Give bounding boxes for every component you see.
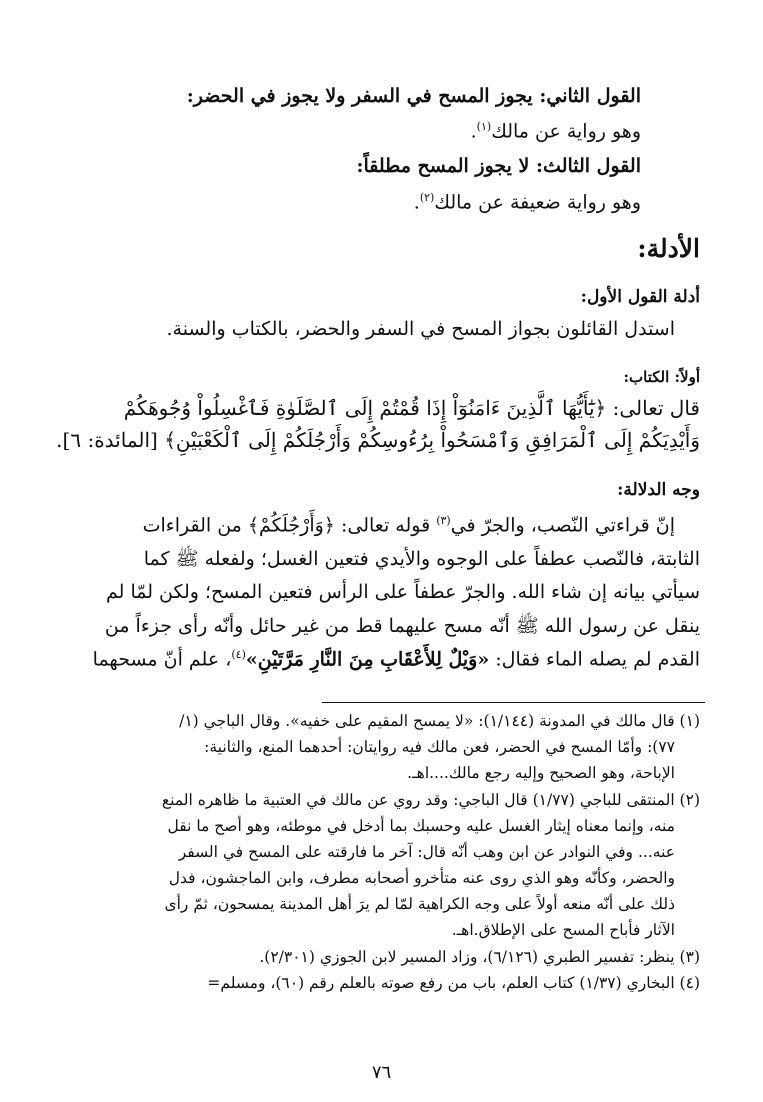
opinion-three-text: لا يجوز المسح مطلقاً: [356,155,530,177]
narration-text: وهو رواية عن مالك [491,120,641,143]
footnote-2-line-5: ذلك على أنّه منعه أولاً على وجه الكراهية لمّا لم يرَ أهل المدينة يمسحون، ثمّ رأى [164,895,675,913]
text-line-1 [0,85,641,107]
hadith-quote: «وَيْلٌ لِلأَعْقَابِ مِنَ النَّارِ مَرَّتَيْنِ» [245,648,490,671]
subheading-point-of-evidence: وجه الدلالة: [617,480,700,500]
text-line-9: ينقل عن رسول الله ﷺ أنّه مسح عليهما قط من غير حائل وأنّه رأى جزءاً من [104,615,700,637]
text-line-7: الثابتة، فالنّصب عطفاً على الوجوه والأيدي فتعين الغسل؛ ولفعله ﷺ كما [143,548,700,570]
footnote-1-line-3: الإباحة، وهو الصحيح وإليه رجع مالك....اهـ. [407,764,675,782]
text-line-2: وهو رواية عن مالك$^{(١)}$. [470,120,641,143]
footnote-2-line-2: منه، وإنما معناه إيثار الغسل عليه وحسبك بما أدخل في موطئه، وهو أصح ما نقل [167,817,675,835]
footnote-1-line-1: (١) قال مالك في المدونة (١/١٤٤): «لا يمسح المقيم على خفيه». وقال الباجي (١/ [179,712,700,730]
section-heading-evidence: الأدلة: [637,234,700,263]
footnote-3: (٣) ينظر: تفسير الطبري (٦/١٢٦)، وزاد المسير لابن الجوزي (٢/٣٠١). [259,948,700,966]
footnote-2-line-1: (٢) المنتقى للباجي (١/٧٧) قال الباجي: وقد روي عن مالك في العتبية ما ظاهره المنع [161,791,700,809]
footnote-ref-1[interactable]: (١) [476,120,492,133]
weak-narration-text: وهو رواية ضعيفة عن مالك [434,191,641,214]
footnote-2-line-3: عنه... وفي النوادر عن ابن وهب أنّه قال: آخر ما فارقته على المسح في السفر [178,843,675,861]
quran-verse-line-1: قال تعالى: ﴿يَٰٓأَيُّهَا ٱلَّذِينَ ءَامَنُوٓاْ إِذَا قُمْتُمْ إِلَى ٱلصَّلَوٰةِ فَٱغْسِلُواْ وُجُوهَكُمْ [123,396,700,420]
opinion-two-text: يجوز المسح في السفر ولا يجوز في الحضر: [186,85,533,107]
text-line-4: وهو رواية ضعيفة عن مالك$^{(٢)}$. [413,191,641,214]
opinion-three-label: القول الثالث: [529,155,641,177]
footnote-ref-3[interactable]: (٣) [436,514,451,527]
footnote-ref-4[interactable]: (٤) [231,648,246,661]
quran-verse-line-2: وَأَيْدِيَكُمْ إِلَى ٱلْمَرَافِقِ وَٱمْسَحُواْ بِرُءُوسِكُمْ وَأَرْجُلَكُمْ إِلَى ٱلْكَعْبَيْنِ﴾ [المائدة: ٦]. [56,428,700,452]
text-line-6: إنّ قراءتي النّصب، والجرّ في$^{(٣)}$ قوله تعالى: ﴿وَأَرْجُلَكُمْ﴾ من القراءات [142,514,675,537]
text-line-8: سيأتي بيانه إن شاء الله. والجرّ عطفاً على الرأس فتعين المسح؛ ولكن لمّا لم [105,581,700,603]
subheading-book: أولاً: الكتاب: [623,368,700,386]
footnote-separator [322,702,705,703]
footnote-2-line-4: والحضر، وكأنّه وهو الذي روى عنه متأخرو أصحابه مطرف، وابن الماجشون، فدل [168,869,675,887]
subheading-first-opinion-evidence: أدلة القول الأول: [580,287,700,307]
text-line-10: القدم لم يصله الماء فقال: «وَيْلٌ لِلأَعْقَابِ مِنَ النَّارِ مَرَّتَيْنِ»$^{(٤)}$، علم أنّ مسحهما [92,648,700,671]
text-line-3 [0,155,641,177]
text-line-5: استدل القائلون بجواز المسح في السفر والحضر، بالكتاب والسنة. [166,318,675,340]
footnote-1-line-2: ٧٧): وأمّا المسح في الحضر، فعن مالك فيه روايتان: أحدهما المنع، والثانية: [204,738,675,756]
footnote-4: (٤) البخاري (١/٣٧) كتاب العلم، باب من رفع صوته بالعلم رقم (٦٠)، ومسلم= [207,974,700,992]
footnote-ref-2[interactable]: (٢) [419,191,435,204]
page-number: ٧٦ [371,1062,392,1083]
opinion-two-label: القول الثاني: [532,85,641,107]
footnote-2-line-6: الآثار فأباح المسح على الإطلاق.اهـ. [451,921,675,939]
